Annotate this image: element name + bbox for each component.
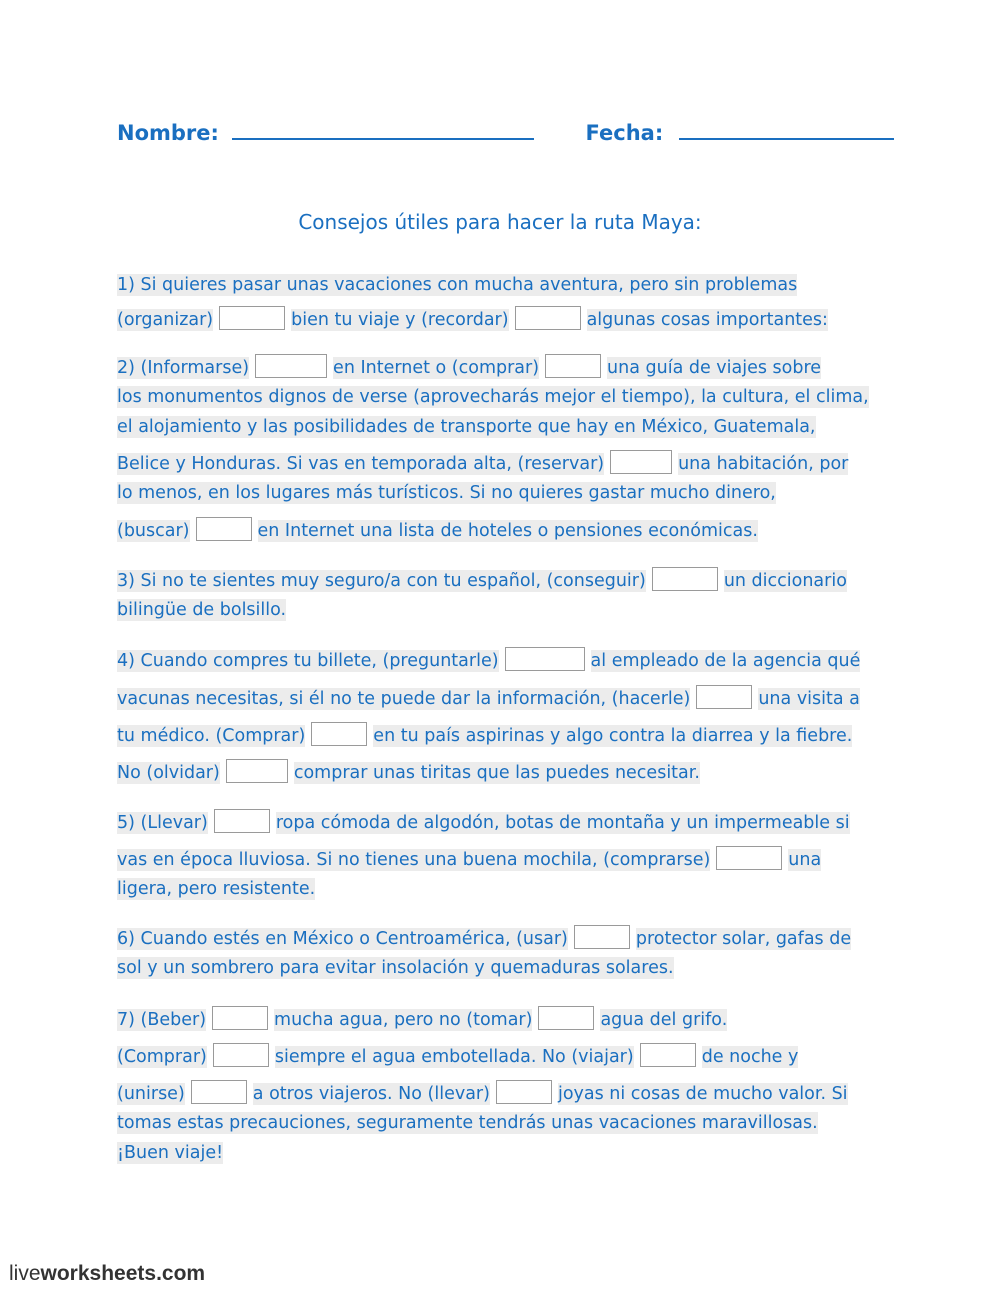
answer-box[interactable] — [696, 685, 752, 709]
text-line: bilingüe de bolsillo. — [117, 600, 287, 620]
text-line: (buscar) en Internet una lista de hoteles o pensiones económicas. — [117, 517, 758, 545]
name-blank-line — [232, 118, 534, 140]
text-line: 1) Si quieres pasar unas vacaciones con mucha aventura, pero sin problemas — [117, 275, 798, 295]
text-line: ligera, pero resistente. — [117, 879, 316, 899]
text-line: 3) Si no te sientes muy seguro/a con tu español, (conseguir) un diccionario — [117, 567, 847, 595]
answer-box[interactable] — [212, 1006, 268, 1030]
answer-box[interactable] — [515, 306, 581, 330]
answer-box[interactable] — [255, 354, 327, 378]
text-line: No (olvidar) comprar unas tiritas que las puedes necesitar. — [117, 759, 700, 787]
text-line: los monumentos dignos de verse (aprovecharás mejor el tiempo), la cultura, el clima, — [117, 387, 869, 407]
text-line: tu médico. (Comprar) en tu país aspirinas y algo contra la diarrea y la fiebre. — [117, 722, 852, 750]
text-line: sol y un sombrero para evitar insolación y quemaduras solares. — [117, 958, 674, 978]
liveworksheets-logo[interactable]: liveworksheets.com — [9, 1262, 206, 1285]
text-line: 7) (Beber) mucha agua, pero no (tomar) agua del grifo. — [117, 1006, 727, 1034]
text-line: (unirse) a otros viajeros. No (llevar) joyas ni cosas de mucho valor. Si — [117, 1080, 848, 1108]
answer-box[interactable] — [640, 1043, 696, 1067]
answer-box[interactable] — [652, 567, 718, 591]
name-label: Nombre: — [117, 121, 219, 145]
text-line: 2) (Informarse) en Internet o (comprar) una guía de viajes sobre — [117, 354, 821, 382]
text-line: 5) (Llevar) ropa cómoda de algodón, botas de montaña y un impermeable si — [117, 809, 850, 837]
header — [117, 118, 897, 145]
text-line: vacunas necesitas, si él no te puede dar la información, (hacerle) una visita a — [117, 685, 860, 713]
text-line: ¡Buen viaje! — [117, 1143, 224, 1163]
answer-box[interactable] — [191, 1080, 247, 1104]
text-line: tomas estas precauciones, seguramente tendrás unas vacaciones maravillosas. — [117, 1113, 818, 1133]
text-line: 6) Cuando estés en México o Centroamérica, (usar) protector solar, gafas de — [117, 925, 851, 953]
text-line: Belice y Honduras. Si vas en temporada alta, (reservar) una habitación, por — [117, 450, 848, 478]
text-line: (Comprar) siempre el agua embotellada. No (viajar) de noche y — [117, 1043, 798, 1071]
answer-box[interactable] — [196, 517, 252, 541]
date-blank-line — [679, 118, 894, 140]
answer-box[interactable] — [545, 354, 601, 378]
date-label: Fecha: — [585, 121, 664, 145]
answer-box[interactable] — [716, 846, 782, 870]
answer-box[interactable] — [496, 1080, 552, 1104]
text-line: 4) Cuando compres tu billete, (preguntarle) al empleado de la agencia qué — [117, 647, 860, 675]
answer-box[interactable] — [505, 647, 585, 671]
answer-box[interactable] — [226, 759, 288, 783]
answer-box[interactable] — [219, 306, 285, 330]
answer-box[interactable] — [538, 1006, 594, 1030]
answer-box[interactable] — [213, 1043, 269, 1067]
text-line: lo menos, en los lugares más turísticos. Si no quieres gastar mucho dinero, — [117, 483, 776, 503]
answer-box[interactable] — [311, 722, 367, 746]
text-line: vas en época lluviosa. Si no tienes una buena mochila, (comprarse) una — [117, 846, 821, 874]
text-line: el alojamiento y las posibilidades de transporte que hay en México, Guatemala, — [117, 417, 816, 437]
worksheet-title: Consejos útiles para hacer la ruta Maya: — [298, 210, 702, 234]
text-line: (organizar) bien tu viaje y (recordar) algunas cosas importantes: — [117, 306, 828, 334]
answer-box[interactable] — [610, 450, 672, 474]
answer-box[interactable] — [214, 809, 270, 833]
answer-box[interactable] — [574, 925, 630, 949]
